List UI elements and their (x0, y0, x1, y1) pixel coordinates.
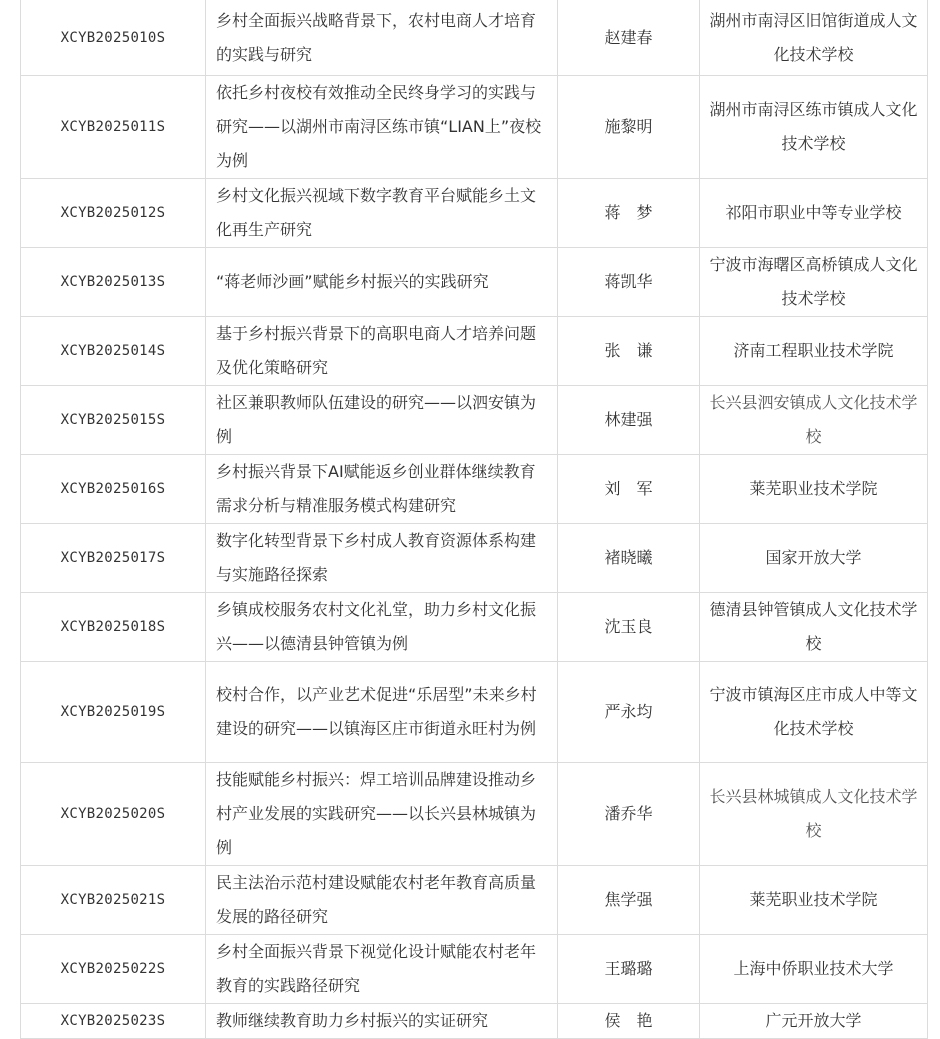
project-organization: 祁阳市职业中等专业学校 (700, 179, 928, 248)
table-row (21, 76, 928, 179)
project-leader: 焦学强 (558, 866, 700, 935)
project-leader: 蒋 梦 (558, 179, 700, 248)
project-organization: 德清县钟管镇成人文化技术学校 (700, 593, 928, 662)
project-title: 乡镇成校服务农村文化礼堂，助力乡村文化振兴——以德清县钟管镇为例 (206, 593, 558, 662)
project-title: 技能赋能乡村振兴：焊工培训品牌建设推动乡村产业发展的实践研究——以长兴县林城镇为例 (206, 763, 558, 866)
project-organization: 湖州市南浔区旧馆街道成人文化技术学校 (700, 0, 928, 76)
project-organization: 上海中侨职业技术大学 (700, 935, 928, 1004)
project-code: XCYB2025014S (21, 317, 206, 386)
project-leader: 褚晓曦 (558, 524, 700, 593)
project-code: XCYB2025016S (21, 455, 206, 524)
project-leader: 蒋凯华 (558, 248, 700, 317)
project-title: 乡村全面振兴背景下视觉化设计赋能农村老年教育的实践路径研究 (206, 935, 558, 1004)
project-organization: 长兴县林城镇成人文化技术学校 (700, 763, 928, 866)
table-row (21, 386, 928, 455)
project-code: XCYB2025021S (21, 866, 206, 935)
project-code: XCYB2025018S (21, 593, 206, 662)
project-organization: 长兴县泗安镇成人文化技术学校 (700, 386, 928, 455)
table-row (21, 866, 928, 935)
table-row (21, 455, 928, 524)
project-leader: 施黎明 (558, 76, 700, 179)
table-row (21, 1004, 928, 1039)
project-code: XCYB2025012S (21, 179, 206, 248)
table-row (21, 248, 928, 317)
table-row (21, 179, 928, 248)
table-row (21, 935, 928, 1004)
table-row (21, 593, 928, 662)
project-list-body (21, 0, 928, 1039)
project-title: 教师继续教育助力乡村振兴的实证研究 (206, 1004, 558, 1039)
project-code: XCYB2025015S (21, 386, 206, 455)
project-code: XCYB2025011S (21, 76, 206, 179)
project-title: 民主法治示范村建设赋能农村老年教育高质量发展的路径研究 (206, 866, 558, 935)
project-leader: 刘 军 (558, 455, 700, 524)
table-row (21, 662, 928, 763)
table-row (21, 524, 928, 593)
table-row (21, 0, 928, 76)
project-leader: 王璐璐 (558, 935, 700, 1004)
project-title: 依托乡村夜校有效推动全民终身学习的实践与研究——以湖州市南浔区练市镇“LIAN上”夜校为例 (206, 76, 558, 179)
project-title: “蒋老师沙画”赋能乡村振兴的实践研究 (206, 248, 558, 317)
project-leader: 张 谦 (558, 317, 700, 386)
project-code: XCYB2025020S (21, 763, 206, 866)
project-code: XCYB2025013S (21, 248, 206, 317)
project-code: XCYB2025023S (21, 1004, 206, 1039)
project-organization: 宁波市镇海区庄市成人中等文化技术学校 (700, 662, 928, 763)
project-code: XCYB2025010S (21, 0, 206, 76)
table-row (21, 317, 928, 386)
project-organization: 广元开放大学 (700, 1004, 928, 1039)
project-title: 基于乡村振兴背景下的高职电商人才培养问题及优化策略研究 (206, 317, 558, 386)
project-title: 校村合作，以产业艺术促进“乐居型”未来乡村建设的研究——以镇海区庄市街道永旺村为例 (206, 662, 558, 763)
project-code: XCYB2025019S (21, 662, 206, 763)
project-organization: 莱芜职业技术学院 (700, 455, 928, 524)
project-leader: 侯 艳 (558, 1004, 700, 1039)
project-leader: 赵建春 (558, 0, 700, 76)
project-leader: 林建强 (558, 386, 700, 455)
project-title: 乡村文化振兴视域下数字教育平台赋能乡土文化再生产研究 (206, 179, 558, 248)
project-list-table (20, 0, 928, 1039)
project-title: 社区兼职教师队伍建设的研究——以泗安镇为例 (206, 386, 558, 455)
project-code: XCYB2025017S (21, 524, 206, 593)
project-leader: 沈玉良 (558, 593, 700, 662)
project-leader: 严永均 (558, 662, 700, 763)
project-title: 乡村全面振兴战略背景下，农村电商人才培育的实践与研究 (206, 0, 558, 76)
project-organization: 宁波市海曙区高桥镇成人文化技术学校 (700, 248, 928, 317)
project-title: 乡村振兴背景下AI赋能返乡创业群体继续教育需求分析与精准服务模式构建研究 (206, 455, 558, 524)
project-code: XCYB2025022S (21, 935, 206, 1004)
project-title: 数字化转型背景下乡村成人教育资源体系构建与实施路径探索 (206, 524, 558, 593)
project-organization: 湖州市南浔区练市镇成人文化技术学校 (700, 76, 928, 179)
project-leader: 潘乔华 (558, 763, 700, 866)
project-organization: 莱芜职业技术学院 (700, 866, 928, 935)
table-row (21, 763, 928, 866)
project-organization: 国家开放大学 (700, 524, 928, 593)
project-organization: 济南工程职业技术学院 (700, 317, 928, 386)
